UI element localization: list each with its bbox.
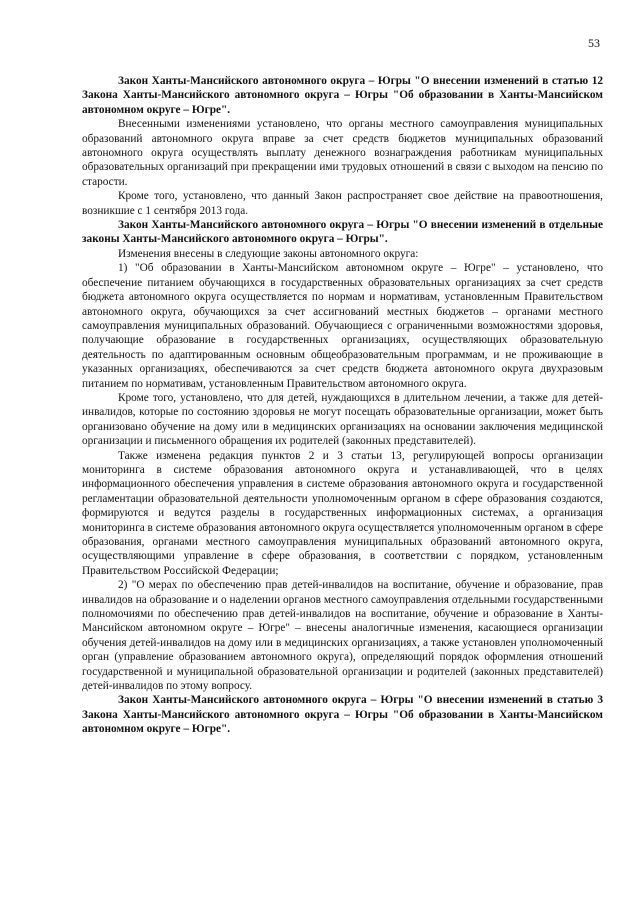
body-paragraph: Внесенными изменениями установлено, что органы местного самоуправления муниципальных образований автономного округа вправе за счет средств бюджетов муниципальных образований автономного округа осуществлять выплату денежного вознаграждения работникам муниципальных образовательных организаций при прекращении ими трудовых отношений в связи с выходом на пенсию по старости.	[82, 118, 603, 188]
law-heading: Закон Ханты-Мансийского автономного округа – Югры "О внесении изменений в статью 12 Закона Ханты-Мансийского автономного округа – Югры "Об образовании в Ханты-Мансийском автономном округе – Югре".	[82, 75, 603, 116]
body-paragraph: Изменения внесены в следующие законы автономного округа:	[118, 247, 419, 260]
law-heading: Закон Ханты-Мансийского автономного округа – Югры "О внесении изменений в статью 3 Закона Ханты-Мансийского автономного округа – Югры "Об образовании в Ханты-Мансийском автономном округе – Югре".	[82, 694, 603, 736]
body-paragraph: Кроме того, установлено, что для детей, нуждающихся в длительном лечении, а также для детей-инвалидов, которые по состоянию здоровья не могут посещать образовательные организации, может быть организовано обучение на дому или в медицинских организациях на основании заключения медицинской организации и письменного обращения их родителей (законных представителей).	[82, 391, 603, 448]
list-item-paragraph: 2) "О мерах по обеспечению прав детей-инвалидов на воспитание, обучение и образование, прав инвалидов на образование и о наделении органов местного самоуправления отдельными государственными полномочиями по обеспечению прав детей-инвалидов на воспитание, обучение и образование в Ханты-Мансийском автономном округе – Югре" – внесены аналогичные изменения, касающиеся организации обучения детей-инвалидов на дому или в медицинских организациях, а также установлен уполномоченный орган (управление образованием автономного округа), определяющий порядок оформления отношений государственной и муниципальной образовательной организации и родителей (законных представителей) детей-инвалидов по этому вопросу.	[82, 579, 603, 693]
list-item-paragraph: 1) "Об образовании в Ханты-Мансийском автономном округе – Югре" – установлено, что обеспечение питанием обучающихся в государственных образовательных организациях за счет средств бюджета автономного округа осуществляется по нормам и нормативам, установленным Правительством автономного округа, обучающихся за счет ассигнований местных бюджетов – органами местного самоуправления муниципальных образований. Обучающиеся с ограниченными возможностями здоровья, получающие образование в государственных организациях, осуществляющих образовательную деятельность по адаптированным основным общеобразовательным программам, и не проживающие в указанных организациях, обеспечиваются за счет средств бюджета автономного округа двухразовым питанием по нормативам, установленным Правительством автономного округа.	[82, 262, 603, 390]
body-paragraph: Также изменена редакция пунктов 2 и 3 статьи 13, регулирующей вопросы организации мониторинга в системе образования автономного округа и устанавливающей, что в целях информационного обеспечения управления в системе образования автономного округа и государственной регламентации образовательной деятельности уполномоченным органом в сфере образования создаются, формируются и ведутся разделы в государственных информационных системах, а организация мониторинга в системе образования автономного округа осуществляется уполномоченным органом в сфере образования, органами местного самоуправления муниципальных образований автономного округа, осуществляющими управление в сфере образования, в соответствии с порядком, установленным Правительством Российской Федерации;	[82, 449, 603, 577]
document-body	[82, 74, 603, 737]
body-paragraph: Кроме того, установлено, что данный Закон распространяет свое действие на правоотношения, возникшие с 1 сентября 2013 года.	[82, 190, 603, 217]
law-heading: Закон Ханты-Мансийского автономного округа – Югры "О внесении изменений в отдельные законы Ханты-Мансийского автономного округа – Югры".	[82, 219, 603, 246]
page-number: 53	[588, 36, 600, 50]
